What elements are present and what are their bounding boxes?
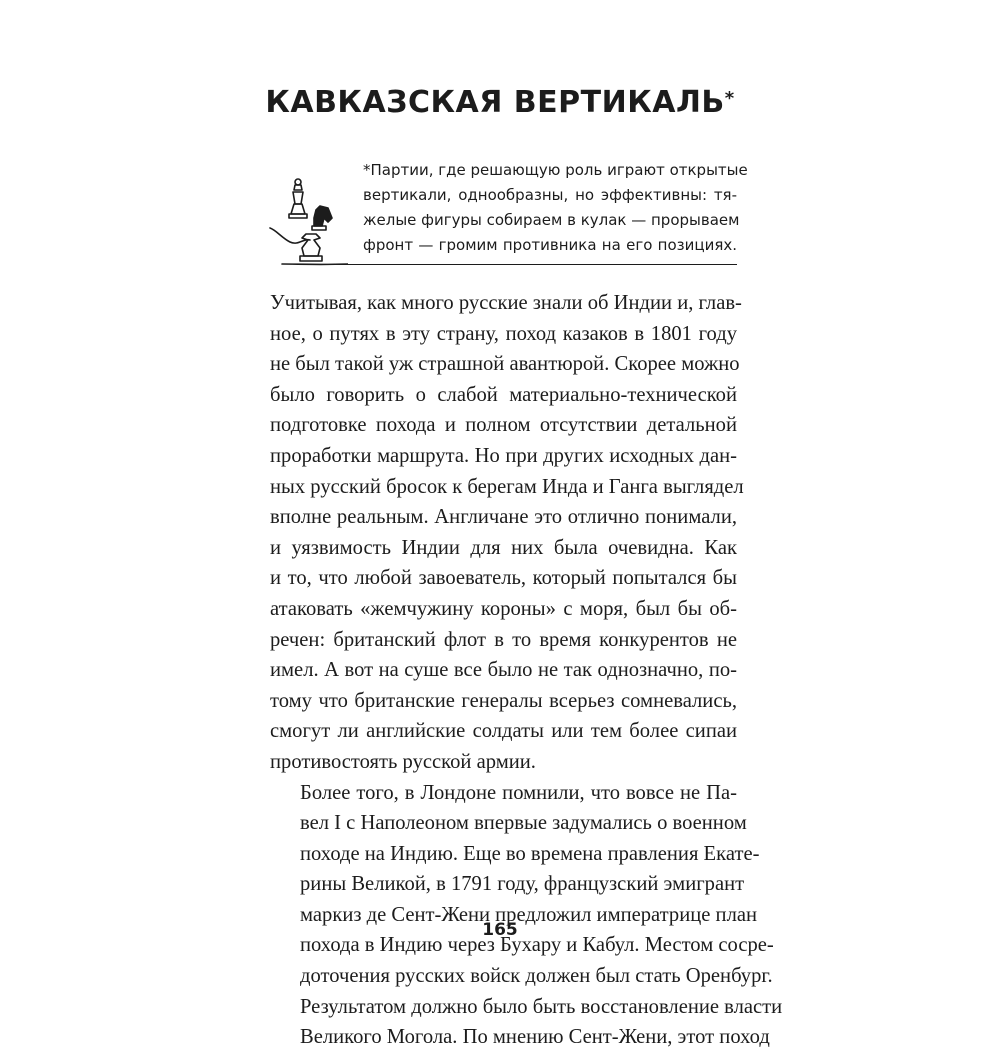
text-line: смогут ли английские солдаты или тем более сипаи <box>270 720 737 743</box>
title-footnote-mark: * <box>724 88 735 109</box>
text-line: доточения русских войск должен был стать Оренбург. <box>300 965 773 988</box>
text-line: маркиз де Сент-Жени предложил императрице план <box>300 903 758 926</box>
text-line: не был такой уж страшной авантюрой. Скорее можно <box>270 353 740 376</box>
text-line: Великого Могола. По мнению Сент-Жени, этот поход <box>300 1026 770 1049</box>
paragraph <box>270 778 783 1053</box>
text-line: походе на Индию. Еще во времена правления Екате- <box>300 842 760 865</box>
epigraph <box>363 158 748 258</box>
epigraph-divider <box>321 264 737 265</box>
text-line: было говорить о слабой материально-технической <box>270 383 737 406</box>
text-line: атаковать «жемчужину короны» с моря, был бы об- <box>270 597 737 620</box>
epigraph-line: фронт — громим противника на его позициях. <box>363 236 737 254</box>
text-line: вел I с Наполеоном впервые задумались о военном <box>300 812 747 835</box>
text-line: и то, что любой завоеватель, который попытался бы <box>270 567 737 590</box>
text-line: противостоять русской армии. <box>270 750 536 773</box>
text-line: речен: британский флот в то время конкурентов не <box>270 628 737 651</box>
page-number: 165 <box>482 920 518 940</box>
text-line: ных русский бросок к берегам Инда и Ганга выглядел <box>270 475 744 498</box>
epigraph-line: вертикали, однообразны, но эффективны: тя- <box>363 186 737 204</box>
epigraph-line: *Партии, где решающую роль играют открытые <box>363 161 748 179</box>
text-line: похода в Индию через Бухару и Кабул. Местом сосре- <box>300 934 774 957</box>
text-line: вполне реальным. Англичане это отлично понимали, <box>270 506 737 529</box>
text-line: тому что британские генералы всерьез сомневались, <box>270 689 737 712</box>
text-line: имел. А вот на суше все было не так однозначно, по- <box>270 659 737 682</box>
text-line: подготовке похода и полном отсутствии детальной <box>270 414 737 437</box>
text-line: Более того, в Лондоне помнили, что вовсе не Па- <box>300 781 737 804</box>
text-line: рины Великой, в 1791 году, французский эмигрант <box>300 873 745 896</box>
paragraph <box>270 288 744 778</box>
epigraph-line: желые фигуры собираем в кулак — прорываем <box>363 211 740 229</box>
text-line: Результатом должно было быть восстановление власти <box>300 995 783 1018</box>
text-line: и уязвимость Индии для них была очевидна. Как <box>270 536 737 559</box>
text-line: проработки маршрута. Но при других исходных дан- <box>270 444 737 467</box>
chess-pieces-icon <box>268 168 348 272</box>
chapter-title-text: КАВКАЗСКАЯ ВЕРТИКАЛЬ <box>265 85 725 120</box>
text-line: Учитывая, как много русские знали об Индии и, глав- <box>270 292 742 314</box>
chapter-title <box>0 85 1000 121</box>
text-line: ное, о путях в эту страну, поход казаков в 1801 году <box>270 322 737 345</box>
